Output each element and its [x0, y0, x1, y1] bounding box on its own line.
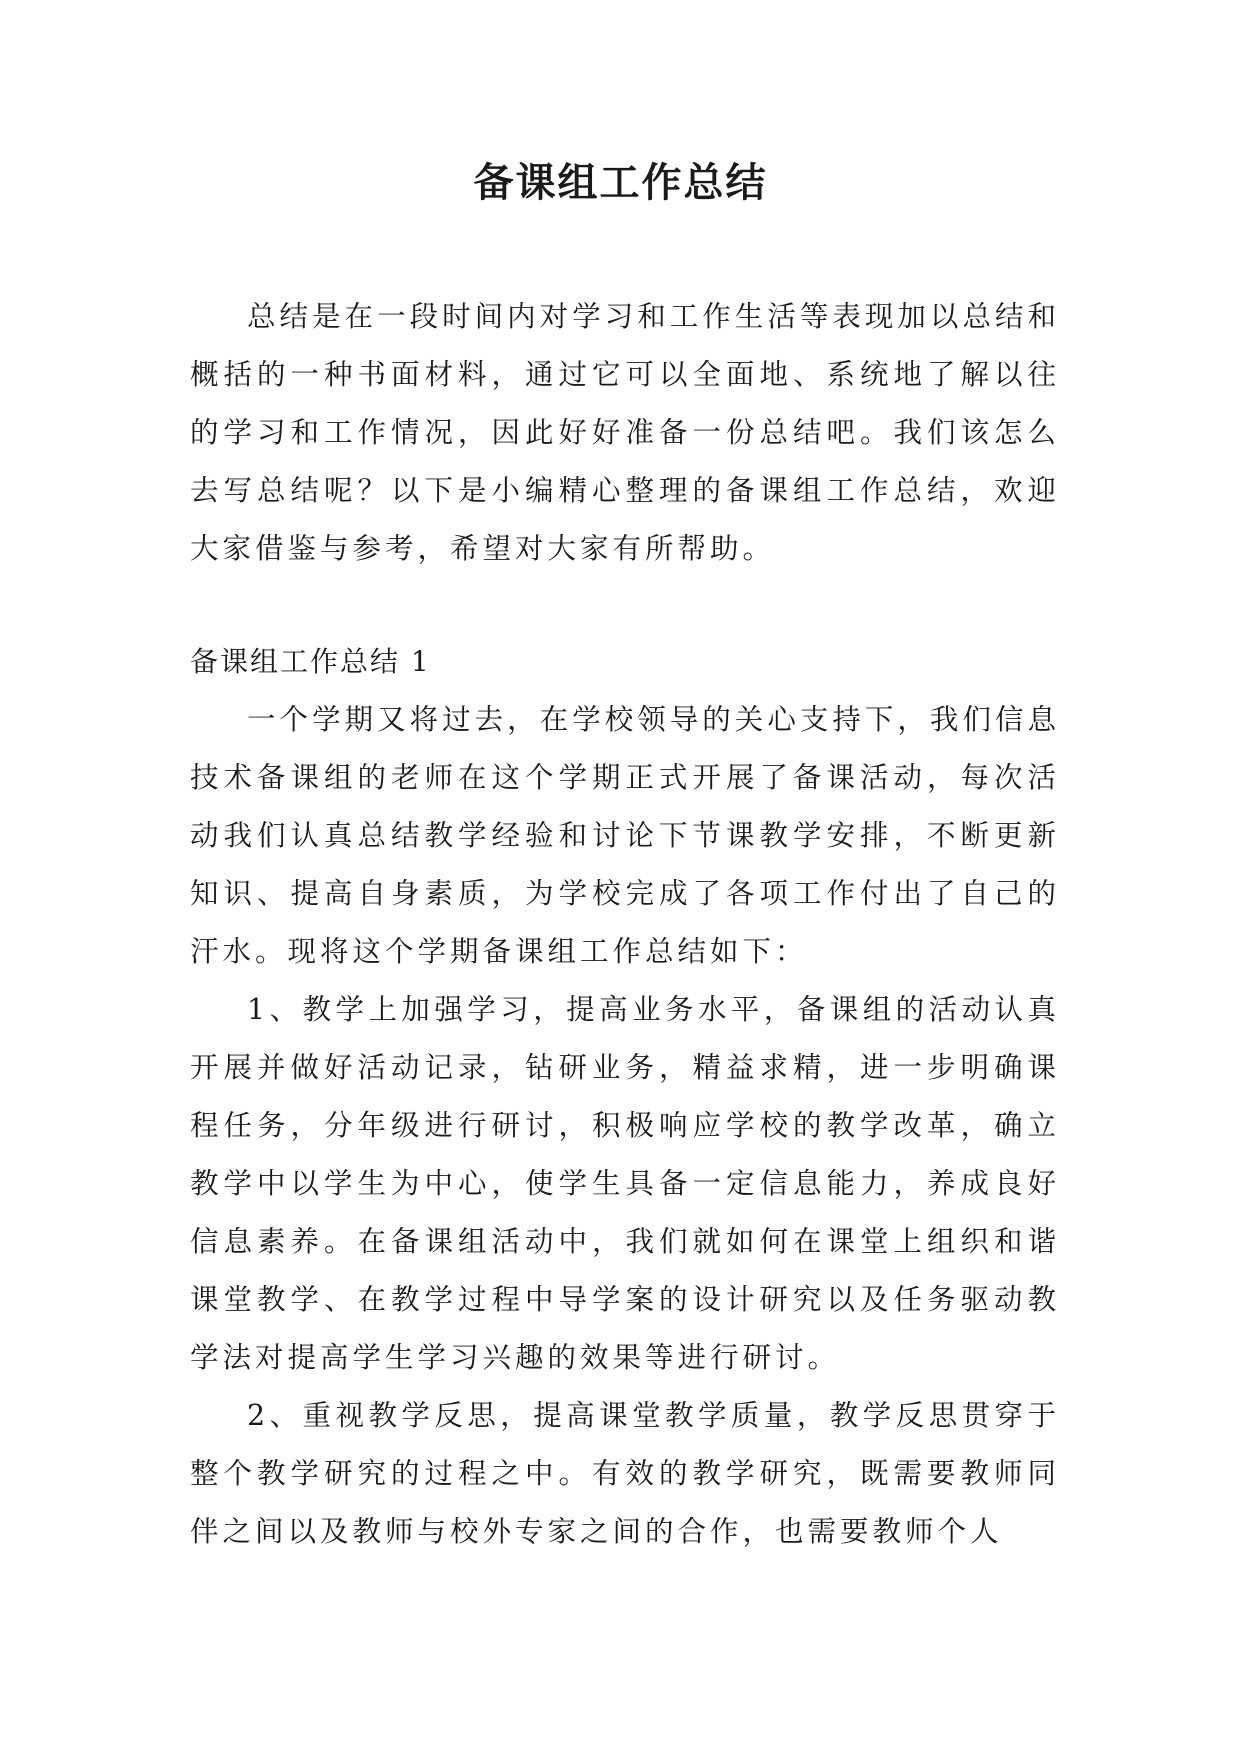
section-heading: 备课组工作总结 1: [190, 645, 431, 678]
intro-paragraph: 总结是在一段时间内对学习和工作生活等表现加以总结和概括的一种书面材料，通过它可以全面地、系统地了解以往的学习和工作情况，因此好好准备一份总结吧。我们该怎么去写总结呢？以下是小编精心整理的备课组工作总结，欢迎大家借鉴与参考，希望对大家有所帮助。: [190, 300, 1060, 565]
body-paragraph-2: 1、教学上加强学习，提高业务水平，备课组的活动认真开展并做好活动记录，钻研业务，精益求精，进一步明确课程任务，分年级进行研讨，积极响应学校的教学改革，确立教学中以学生为中心，使学生具备一定信息能力，养成良好信息素养。在备课组活动中，我们就如何在课堂上组织和谐课堂教学、在教学过程中导学案的设计研究以及任务驱动教学法对提高学生学习兴趣的效果等进行研讨。: [190, 993, 1060, 1374]
document-title: 备课组工作总结: [473, 159, 768, 206]
body-paragraph-3: 2、重视教学反思，提高课堂教学质量，教学反思贯穿于整个教学研究的过程之中。有效的教学研究，既需要教师同伴之间以及教师与校外专家之间的合作，也需要教师个人: [190, 1399, 1060, 1548]
body-paragraph-1: 一个学期又将过去，在学校领导的关心支持下，我们信息技术备课组的老师在这个学期正式开展了备课活动，每次活动我们认真总结教学经验和讨论下节课教学安排，不断更新知识、提高自身素质，为学校完成了各项工作付出了自己的汗水。现将这个学期备课组工作总结如下：: [190, 703, 1060, 968]
